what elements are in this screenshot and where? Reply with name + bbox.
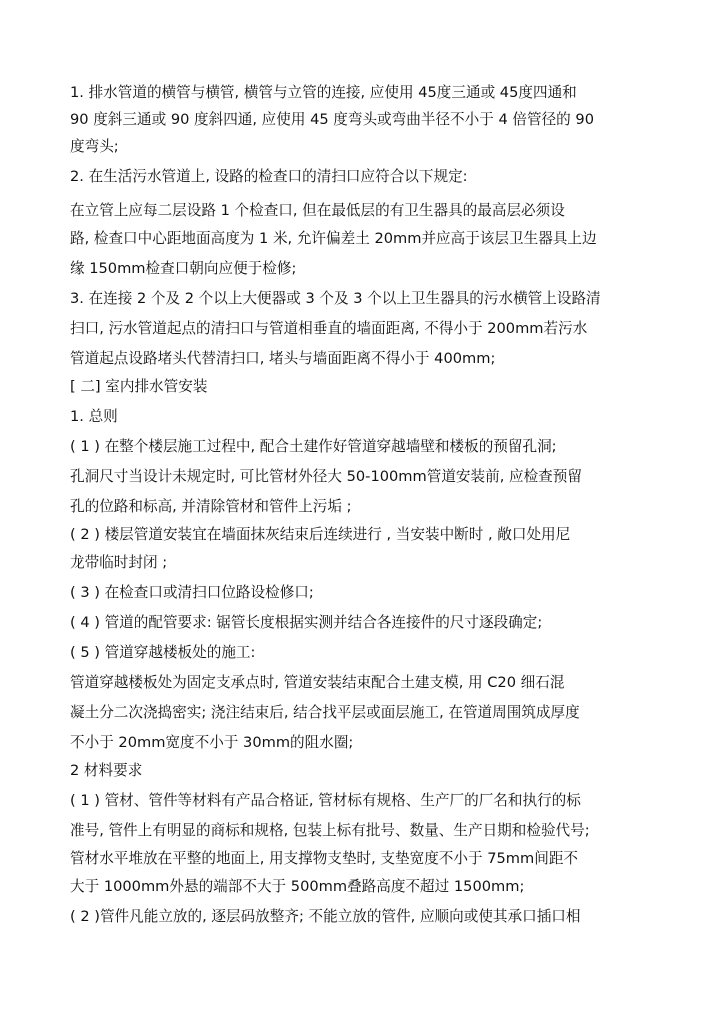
text-line: 1. 排水管道的横管与横管, 横管与立管的连接, 应使用 45度三通或 45度四通和	[70, 84, 577, 101]
text-line: 孔的位路和标高, 并清除管材和管件上污垢 ;	[70, 498, 352, 515]
text-line: ( 3 ) 在检查口或清扫口位路设检修口;	[70, 584, 314, 601]
text-line: ( 1 ) 管材、管件等材料有产品合格证, 管材标有规格、生产厂的厂名和执行的标	[70, 792, 581, 809]
text-line: 在立管上应每二层设路 1 个检查口, 但在最低层的有卫生器具的最高层必须设	[70, 202, 565, 219]
text-line: 准号, 管件上有明显的商标和规格, 包装上标有批号、数量、生产日期和检验代号;	[70, 822, 590, 839]
text-line: 管道起点设路堵头代替清扫口, 堵头与墙面距离不得小于 400mm;	[70, 350, 496, 367]
text-line: 90 度斜三通或 90 度斜四通, 应使用 45 度弯头或弯曲半径不小于 4 倍管径的 90	[70, 111, 594, 128]
text-line: 不小于 20mm宽度不小于 30mm的阻水圈;	[70, 734, 354, 751]
text-line: 路, 检查口中心距地面高度为 1 米, 允许偏差土 20mm并应高于该层卫生器具上边	[70, 230, 597, 247]
text-line: 3. 在连接 2 个及 2 个以上大便器或 3 个及 3 个以上卫生器具的污水横管上设路清	[70, 290, 601, 307]
text-line: ( 4 ) 管道的配管要求: 锯管长度根据实测并结合各连接件的尺寸逐段确定;	[70, 614, 543, 631]
text-line: 管材水平堆放在平整的地面上, 用支撑物支垫时, 支垫宽度不小于 75mm间距不	[70, 850, 579, 867]
text-line: 管道穿越楼板处为固定支承点时, 管道安装结束配合土建支模, 用 C20 细石混	[70, 674, 565, 691]
text-line: ( 1 ) 在整个楼层施工过程中, 配合土建作好管道穿越墙壁和楼板的预留孔洞;	[70, 438, 557, 455]
section-heading: 1. 总则	[70, 408, 118, 425]
text-line: 2. 在生活污水管道上, 设路的检查口的清扫口应符合以下规定:	[70, 168, 468, 185]
text-line: ( 2 ) 楼层管道安装宜在墙面抹灰结束后连续进行 , 当安装中断时 , 敞口处用尼	[70, 526, 571, 543]
text-line: ( 2 )管件凡能立放的, 逐层码放整齐; 不能立放的管件, 应顺向或使其承口插口相	[70, 908, 581, 925]
text-line: 度弯头;	[70, 138, 119, 155]
text-line: 凝土分二次浇捣密实; 浇注结束后, 结合找平层或面层施工, 在管道周围筑成厚度	[70, 704, 580, 721]
section-heading: 2 材料要求	[70, 762, 143, 779]
text-line: 大于 1000mm外悬的端部不大于 500mm叠路高度不超过 1500mm;	[70, 878, 525, 895]
text-line: 缘 150mm检查口朝向应便于检修;	[70, 260, 297, 277]
text-line: 龙带临时封闭 ;	[70, 554, 168, 571]
text-line: 孔洞尺寸当设计未规定时, 可比管材外径大 50-100mm管道安装前, 应检查预留	[70, 468, 582, 485]
section-heading: [ 二] 室内排水管安装	[70, 378, 208, 395]
text-line: 扫口, 污水管道起点的清扫口与管道相垂直的墙面距离, 不得小于 200mm若污水	[70, 320, 588, 337]
text-line: ( 5 ) 管道穿越楼板处的施工:	[70, 644, 256, 661]
